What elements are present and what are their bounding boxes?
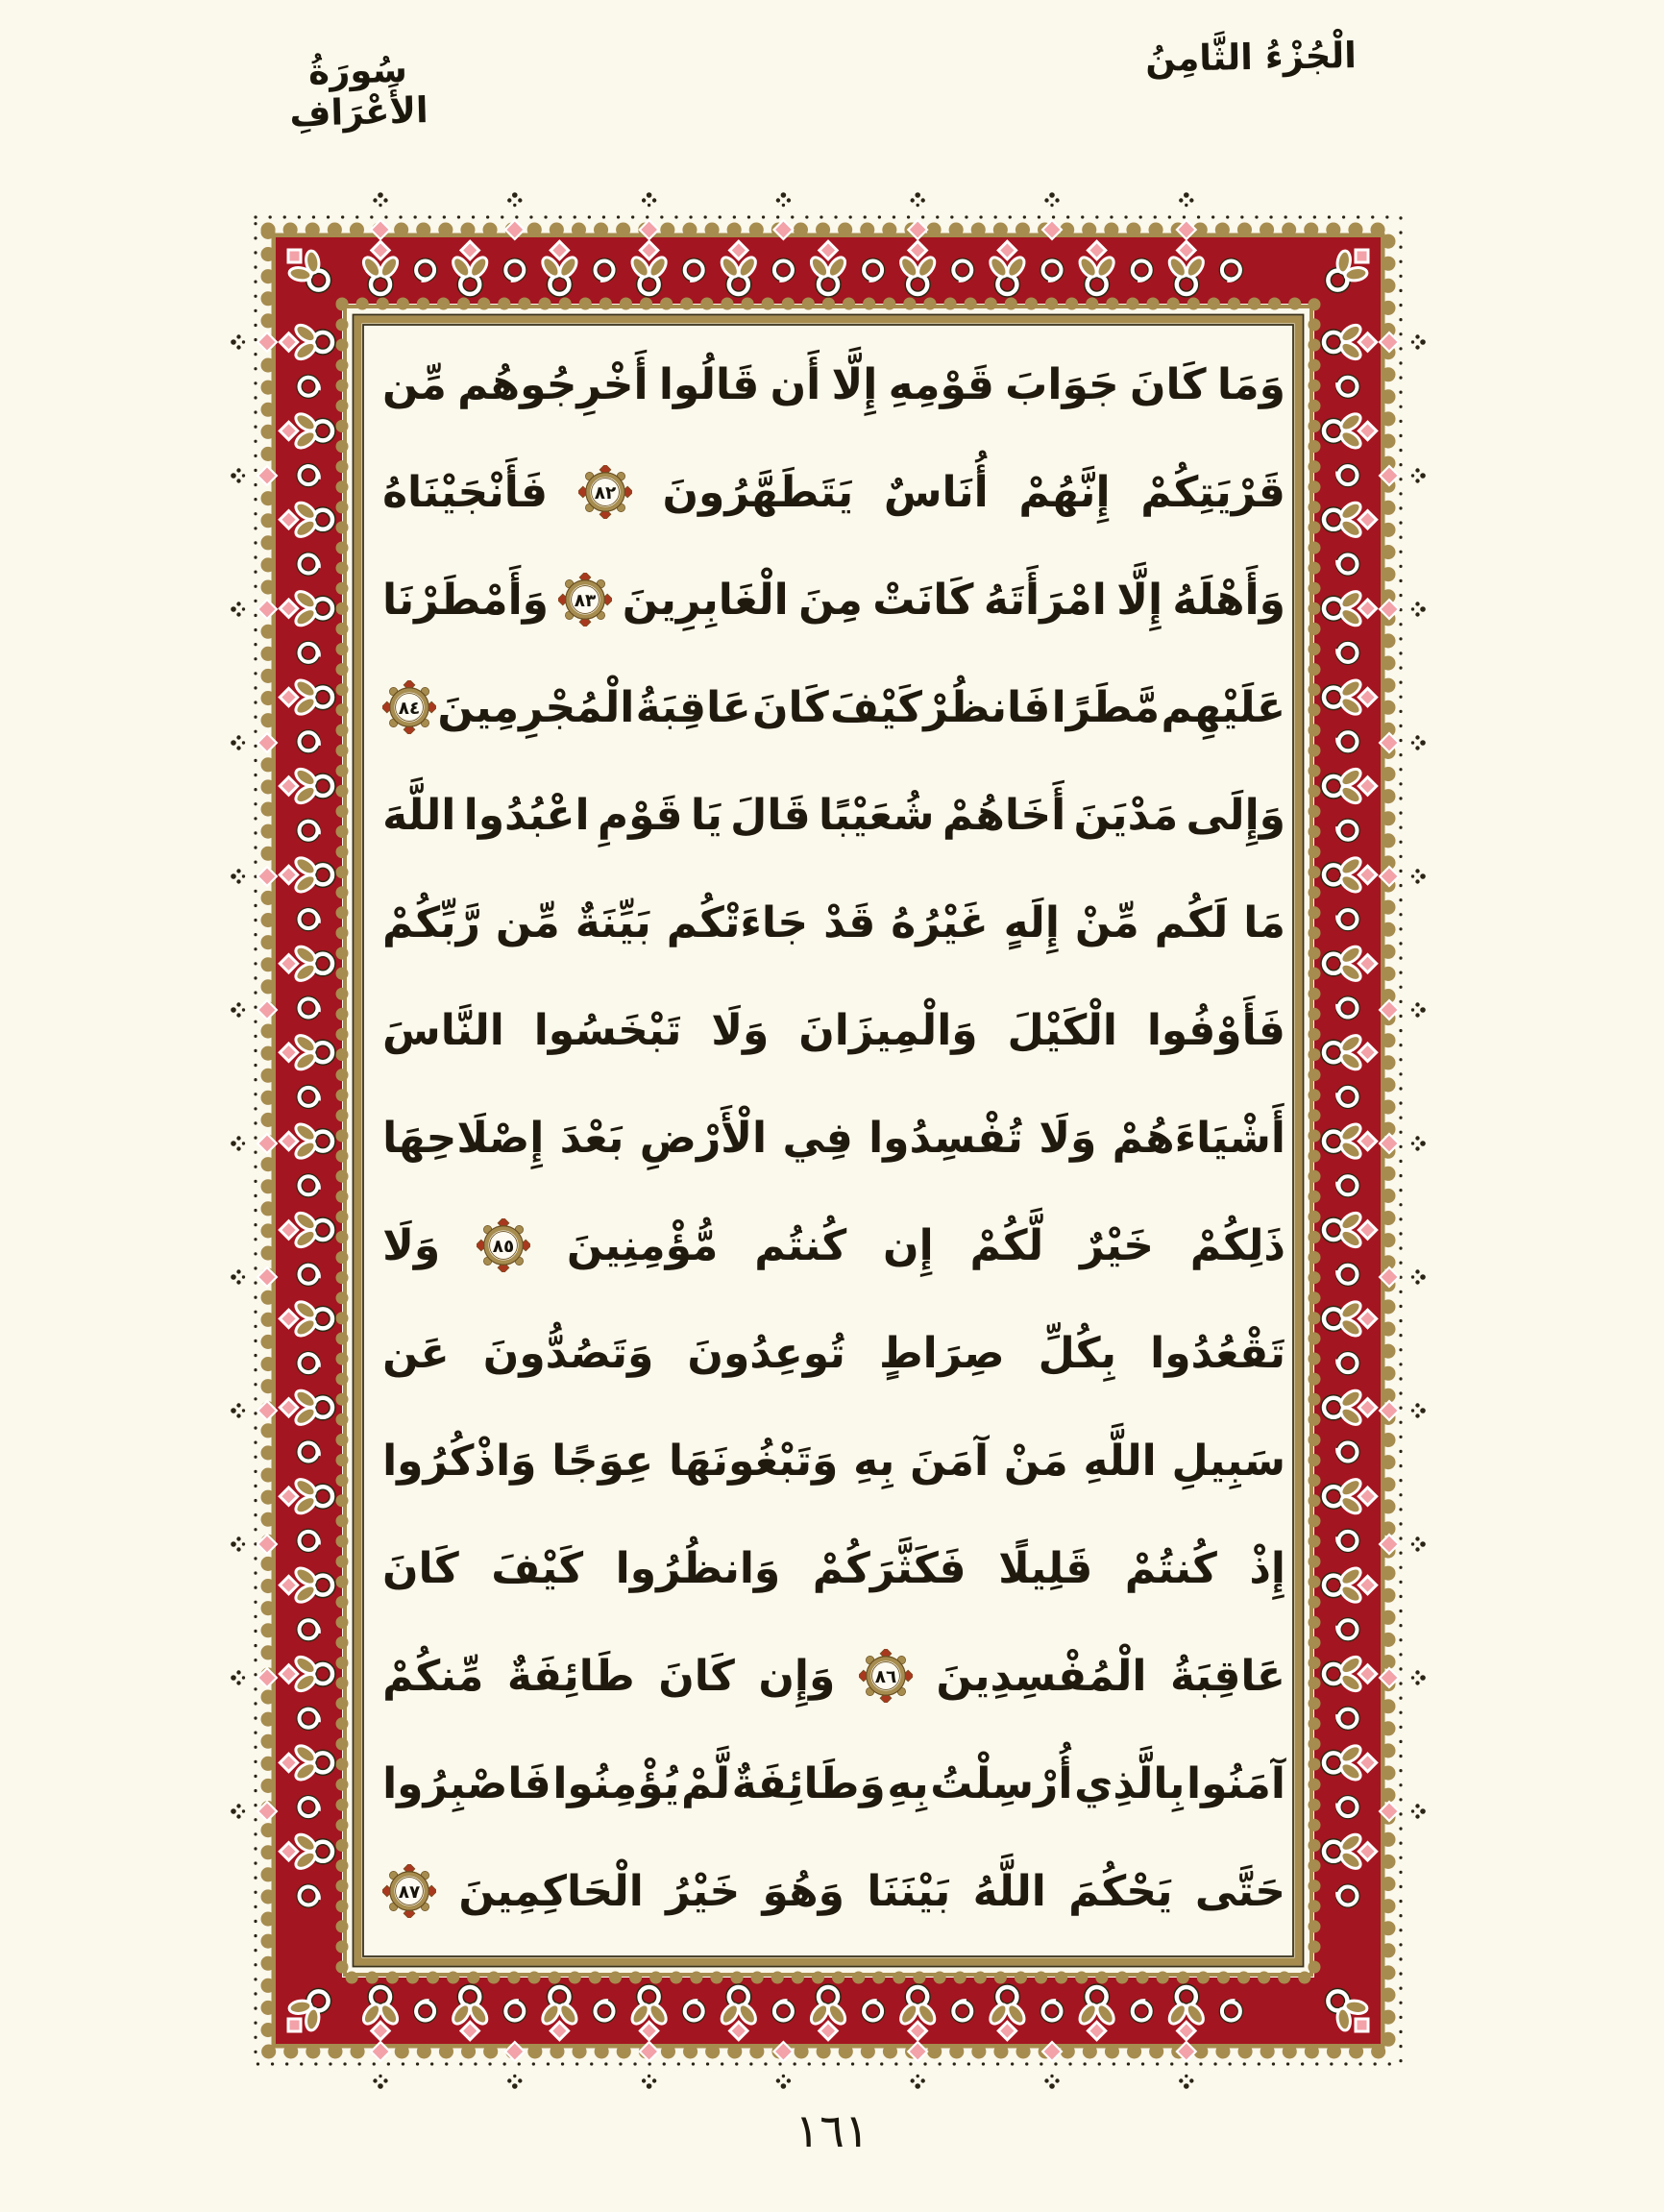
- word: عَن: [382, 1328, 450, 1378]
- quran-line: [379, 761, 1289, 869]
- word: كَانَ: [658, 1651, 735, 1701]
- word: تَبْخَسُوا: [533, 1005, 682, 1055]
- word: وَلَا: [1039, 1113, 1097, 1163]
- quran-line: [379, 546, 1289, 653]
- word: كُنتُمْ: [1124, 1543, 1217, 1593]
- word: قَلِيلًا: [998, 1543, 1093, 1593]
- word: وَإِن: [758, 1651, 836, 1701]
- quran-line: [379, 1192, 1289, 1299]
- word: صِرَاطٍ: [878, 1328, 1005, 1378]
- ayah-number: ٨٤: [398, 699, 421, 719]
- quran-line: [379, 976, 1289, 1084]
- word: عَاقِبَةُ: [1169, 1651, 1285, 1701]
- ayah-marker: [382, 1864, 436, 1918]
- word: النَّاسَ: [382, 1005, 504, 1055]
- quran-text-block: [379, 331, 1289, 1945]
- word: تُوعِدُونَ: [687, 1328, 845, 1378]
- ayah-marker-icon: [578, 465, 632, 519]
- ayah-marker: [558, 573, 612, 627]
- quran-line: [379, 1622, 1289, 1730]
- word: الْغَابِرِينَ: [622, 575, 789, 625]
- word: لَّكُمْ: [969, 1220, 1044, 1270]
- word: قَوْمِ: [597, 790, 683, 840]
- ayah-marker: [859, 1649, 913, 1703]
- word: قَوْمِهِ: [888, 359, 994, 409]
- ayah-marker-icon: [558, 573, 612, 627]
- word: إِلَّا: [831, 359, 878, 409]
- word: بِهِ: [887, 1758, 929, 1808]
- word: مِّنكُمْ: [382, 1651, 484, 1701]
- word: آمَنَ: [910, 1436, 990, 1486]
- word: الْأَرْضِ: [639, 1113, 768, 1163]
- word: كَيْفَ: [491, 1543, 584, 1593]
- word: حَتَّى: [1194, 1866, 1285, 1916]
- ayah-marker-icon: [382, 680, 436, 734]
- word: وَتَبْغُونَهَا: [668, 1436, 839, 1486]
- word: الْحَاكِمِينَ: [458, 1866, 644, 1916]
- word: مُّؤْمِنِينَ: [566, 1220, 719, 1270]
- ayah-marker-icon: [382, 1864, 436, 1918]
- word: وَهُوَ: [762, 1866, 844, 1916]
- word: شُعَيْبًا: [818, 790, 935, 840]
- word: وَاذْكُرُوا: [382, 1436, 537, 1486]
- ayah-number: ٨٣: [575, 591, 597, 611]
- quran-line: [379, 1837, 1289, 1945]
- word: وَطَائِفَةٌ: [731, 1758, 886, 1808]
- word: بِالَّذِي: [1074, 1758, 1186, 1808]
- word: كَانَتْ: [872, 575, 974, 625]
- word: أَخْرِجُوهُم: [457, 359, 648, 409]
- word: إِنَّهُمْ: [1018, 467, 1111, 517]
- word: رَّبِّكُمْ: [382, 897, 480, 947]
- quran-line: [379, 869, 1289, 976]
- word: جَاءَتْكُم: [666, 897, 809, 947]
- word: فَاصْبِرُوا: [382, 1758, 551, 1808]
- word: أَخَاهُمْ: [942, 790, 1066, 840]
- ayah-marker-icon: [477, 1218, 530, 1272]
- word: وَتَصُدُّونَ: [482, 1328, 654, 1378]
- word: إِلَّا: [1116, 575, 1163, 625]
- word: بَيْنَنَا: [867, 1866, 951, 1916]
- word: مَنْ: [1003, 1436, 1068, 1486]
- word: وَلَا: [382, 1220, 441, 1270]
- word: جَوَابَ: [1005, 359, 1119, 409]
- quran-line: [379, 1299, 1289, 1407]
- word: بِهِ: [853, 1436, 895, 1486]
- ayah-marker-icon: [859, 1649, 913, 1703]
- word: قَدْ: [823, 897, 876, 947]
- juz-title: الْجُزْءُ الثَّامِنُ: [1144, 35, 1358, 80]
- word: كَيْفَ: [829, 682, 922, 732]
- word: أُرْسِلْتُ: [930, 1758, 1073, 1808]
- word: قَرْيَتِكُمْ: [1140, 467, 1285, 517]
- word: الْمُجْرِمِينَ: [437, 682, 635, 732]
- word: إِلَهٍ: [1003, 897, 1060, 947]
- word: لَكُم: [1154, 897, 1229, 947]
- ayah-marker: [382, 680, 436, 734]
- quran-line: [379, 438, 1289, 546]
- quran-line: [379, 1084, 1289, 1192]
- word: وَمَا: [1216, 359, 1285, 409]
- word: اللَّهُ: [972, 1866, 1046, 1916]
- word: أَشْيَاءَهُمْ: [1112, 1113, 1285, 1163]
- word: سَبِيلِ: [1171, 1436, 1285, 1486]
- word: كَانَ: [382, 1543, 459, 1593]
- ayah-marker: [578, 465, 632, 519]
- word: اللَّهَ: [382, 790, 456, 840]
- word: مَا: [1243, 897, 1285, 947]
- word: مِّن: [382, 359, 447, 409]
- word: قَالُوا: [658, 359, 760, 409]
- word: يُؤْمِنُوا: [552, 1758, 680, 1808]
- word: لَّمْ: [680, 1758, 730, 1808]
- word: خَيْرُ: [666, 1866, 741, 1916]
- word: يَحْكُمَ: [1068, 1866, 1173, 1916]
- word: كُنتُم: [754, 1220, 847, 1270]
- word: عِوَجًا: [551, 1436, 654, 1486]
- word: مِنَ: [798, 575, 863, 625]
- ayah-marker: [477, 1218, 530, 1272]
- word: فَأَنْجَيْنَاهُ: [382, 467, 549, 517]
- word: يَتَطَهَّرُونَ: [662, 467, 854, 517]
- word: وَأَمْطَرْنَا: [382, 575, 549, 625]
- word: ذَلِكُمْ: [1189, 1220, 1285, 1270]
- ayah-number: ٨٦: [874, 1667, 897, 1687]
- word: الْمُفْسِدِينَ: [936, 1651, 1147, 1701]
- word: إِصْلَاحِهَا: [382, 1113, 545, 1163]
- word: وَانظُرُوا: [615, 1543, 781, 1593]
- word: فَانظُرْ: [923, 682, 1051, 732]
- word: أُنَاسٌ: [883, 467, 989, 517]
- word: آمَنُوا: [1187, 1758, 1285, 1808]
- word: غَيْرُهُ: [891, 897, 989, 947]
- word: امْرَأَتَهُ: [983, 575, 1107, 625]
- ayah-number: ٨٥: [492, 1237, 515, 1257]
- word: مَّطَرًا: [1051, 682, 1161, 732]
- word: إِن: [883, 1220, 934, 1270]
- word: عَاقِبَةُ: [635, 682, 751, 732]
- word: إِذْ: [1249, 1543, 1285, 1593]
- quran-line: [379, 1407, 1289, 1514]
- word: كَانَ: [752, 682, 829, 732]
- word: مَدْيَنَ: [1073, 790, 1179, 840]
- ayah-number: ٨٢: [594, 483, 616, 504]
- word: يَا: [690, 790, 722, 840]
- word: قَالَ: [730, 790, 811, 840]
- word: الْكَيْلَ: [1007, 1005, 1117, 1055]
- word: اعْبُدُوا: [463, 790, 590, 840]
- word: وَإِلَى: [1186, 790, 1285, 840]
- quran-line: [379, 653, 1289, 761]
- surah-title: سُورَةُ الأَعْرَافِ: [288, 48, 429, 135]
- quran-line: [379, 331, 1289, 438]
- word: وَالْمِيزَانَ: [798, 1005, 978, 1055]
- word: بَيِّنَةٌ: [575, 897, 651, 947]
- word: أَن: [770, 359, 821, 409]
- word: طَائِفَةٌ: [506, 1651, 635, 1701]
- word: وَلَا: [711, 1005, 770, 1055]
- quran-line: [379, 1514, 1289, 1622]
- word: فَأَوْفُوا: [1146, 1005, 1285, 1055]
- word: مِّنْ: [1074, 897, 1139, 947]
- word: وَأَهْلَهُ: [1172, 575, 1285, 625]
- word: خَيْرٌ: [1079, 1220, 1154, 1270]
- quran-line: [379, 1730, 1289, 1837]
- word: بَعْدَ: [559, 1113, 624, 1163]
- word: فَكَثَّرَكُمْ: [812, 1543, 967, 1593]
- word: تَقْعُدُوا: [1150, 1328, 1285, 1378]
- word: عَلَيْهِم: [1161, 682, 1285, 732]
- word: بِكُلِّ: [1038, 1328, 1117, 1378]
- word: كَانَ: [1129, 359, 1207, 409]
- ayah-number: ٨٧: [398, 1882, 421, 1903]
- word: مِّن: [495, 897, 560, 947]
- word: تُفْسِدُوا: [869, 1113, 1023, 1163]
- word: اللَّهِ: [1083, 1436, 1157, 1486]
- page-number: ١٦١: [795, 2104, 869, 2158]
- word: فِي: [782, 1113, 853, 1163]
